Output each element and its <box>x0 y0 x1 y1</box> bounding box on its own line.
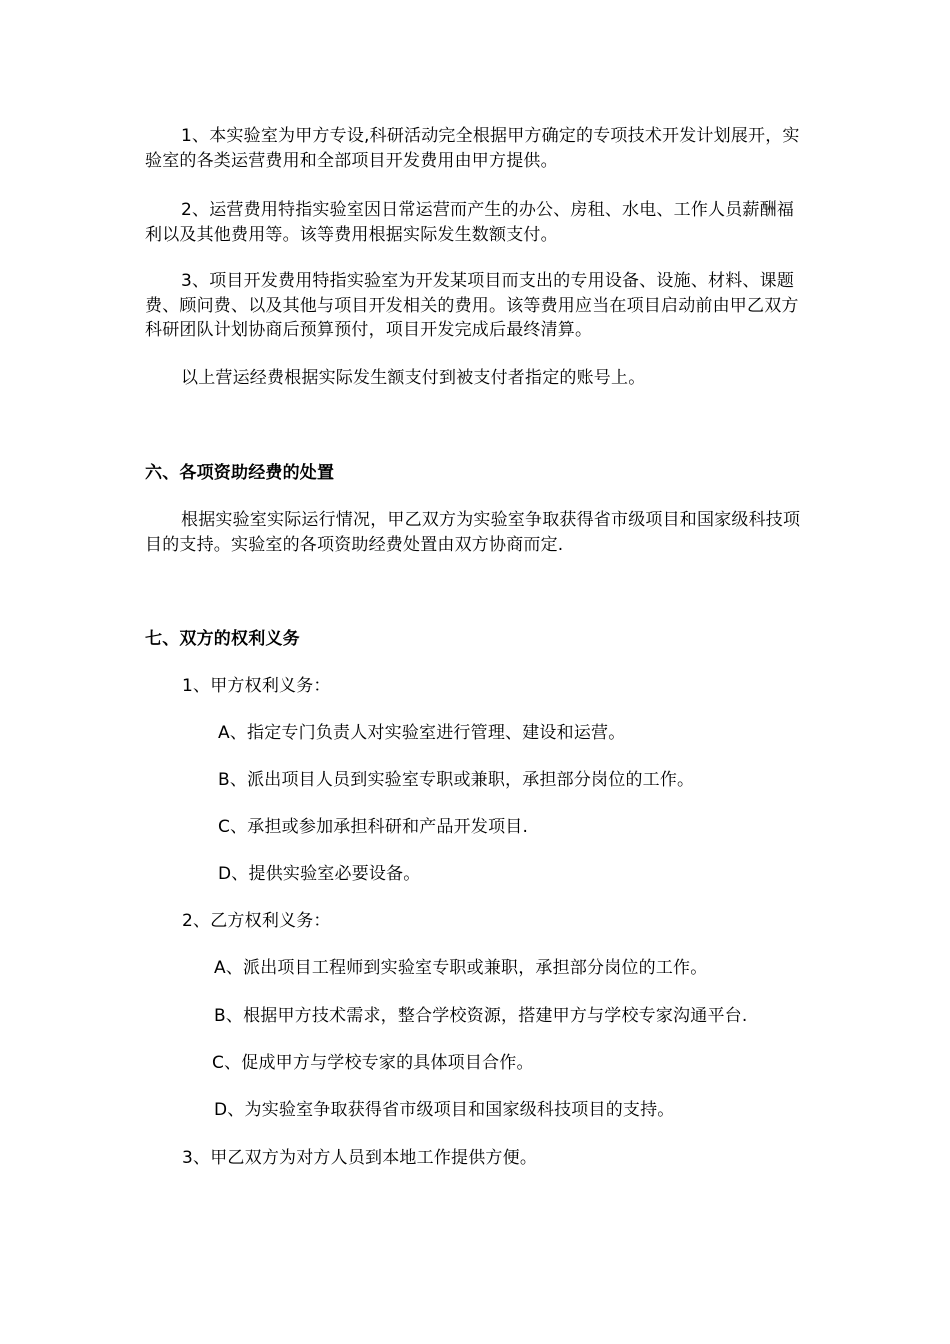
section-7-heading: 七、双方的权利义务 <box>145 629 300 649</box>
section-6-body: 根据实验室实际运行情况，甲乙双方为实验室争取获得省市级项目和国家级科技项目的支持。实验室的各项资助经费处置由双方协商而定. <box>145 510 801 555</box>
party-a-item-a: A、指定专门负责人对实验室进行管理、建设和运营。 <box>218 723 626 743</box>
party-b-item-b: B、根据甲方技术需求，整合学校资源，搭建甲方与学校专家沟通平台. <box>214 1006 748 1026</box>
party-a-item-d: D、提供实验室必要设备。 <box>218 864 421 884</box>
paragraph-payment-account: 以上营运经费根据实际发生额支付到被支付者指定的账号上。 <box>181 368 646 388</box>
paragraph-project-costs: 3、项目开发费用特指实验室为开发某项目而支出的专用设备、设施、材料、课题费、顾问费、以及其他与项目开发相关的费用。该等费用应当在项目启动前由甲乙双方科研团队计划协商后预算预付，项目开发完成后最终清算。 <box>145 271 799 340</box>
paragraph-funding-source: 1、本实验室为甲方专设,科研活动完全根据甲方确定的专项技术开发计划展开，实验室的各类运营费用和全部项目开发费用由甲方提供。 <box>145 126 800 171</box>
party-a-heading: 1、甲方权利义务： <box>182 676 331 696</box>
section-6-heading: 六、各项资助经费的处置 <box>145 463 335 483</box>
party-b-item-a: A、派出项目工程师到实验室专职或兼职，承担部分岗位的工作。 <box>214 958 708 978</box>
party-b-item-c: C、促成甲方与学校专家的具体项目合作。 <box>212 1053 534 1073</box>
party-a-item-c: C、承担或参加承担科研和产品开发项目. <box>218 817 529 837</box>
mutual-obligation-item: 3、甲乙双方为对方人员到本地工作提供方便。 <box>182 1148 538 1168</box>
party-b-heading: 2、乙方权利义务： <box>182 911 331 931</box>
paragraph-operating-costs: 2、运营费用特指实验室因日常运营而产生的办公、房租、水电、工作人员薪酬福利以及其他费用等。该等费用根据实际发生数额支付。 <box>145 200 795 245</box>
party-b-item-d: D、为实验室争取获得省市级项目和国家级科技项目的支持。 <box>214 1100 675 1120</box>
party-a-item-b: B、派出项目人员到实验室专职或兼职，承担部分岗位的工作。 <box>218 770 695 790</box>
